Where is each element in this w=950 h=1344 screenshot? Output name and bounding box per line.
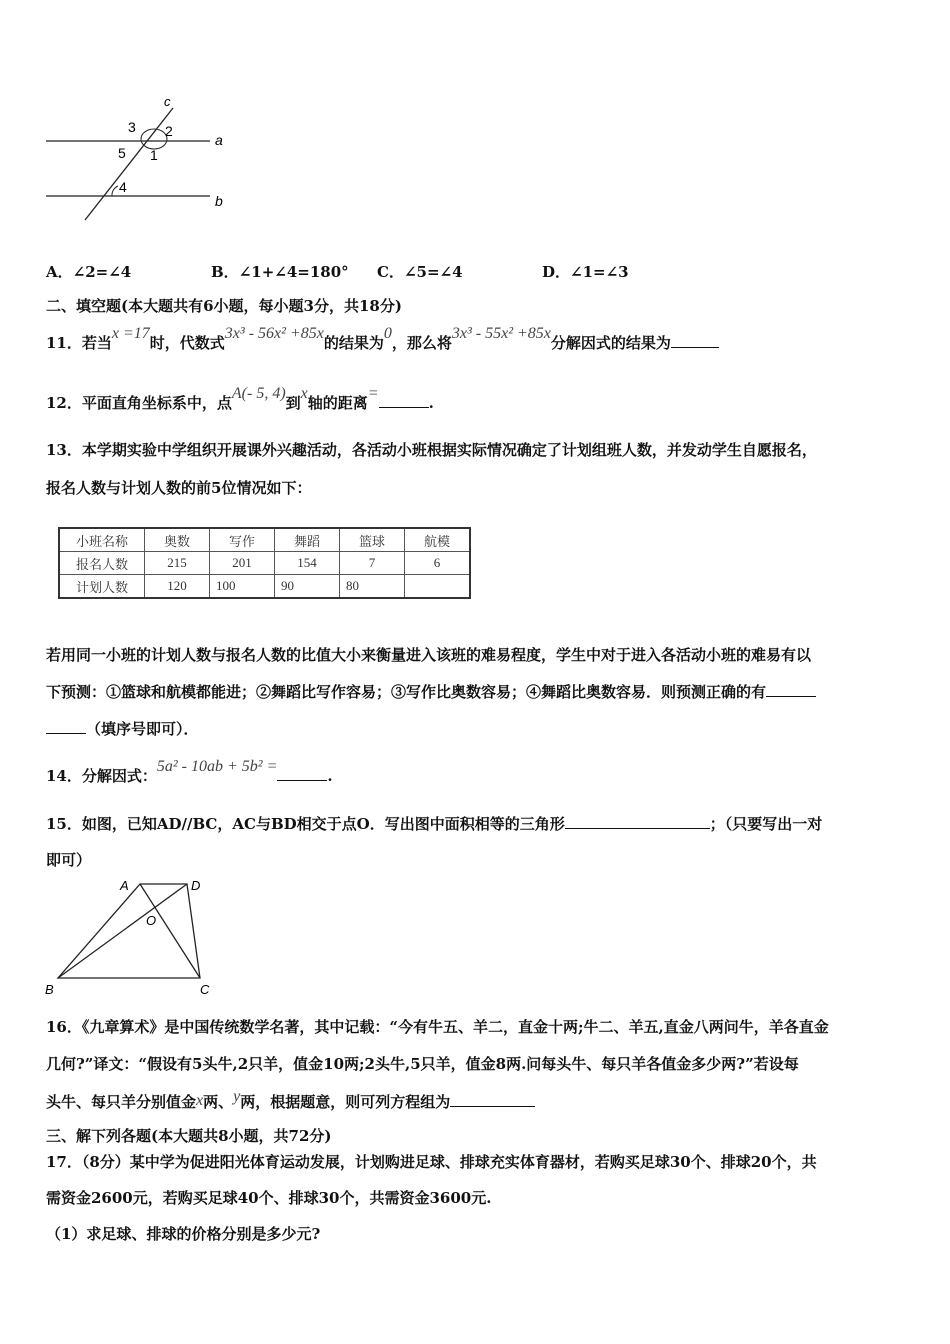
question-17-line-1: 17．（8分）某中学为促进阳光体育运动发展，计划购进足球、排球充实体育器材，若购买足球30个、排球20个，共: [46, 1153, 817, 1171]
option-b: B．∠1+∠4=180°: [211, 263, 349, 281]
label-2: 2: [165, 123, 173, 139]
question-13-line-1: 13．本学期实验中学组织开展课外兴趣活动，各活动小班根据实际情况确定了计划组班人数，并发动学生自愿报名，: [46, 441, 817, 459]
label-c: c: [164, 94, 171, 109]
answer-blank[interactable]: [450, 1092, 535, 1107]
question-16-line-3: 头牛、每只羊分别值金x两、y两，根据题意，则可列方程组为: [46, 1091, 535, 1112]
parallel-lines-figure: [0, 0, 260, 230]
section-2-heading: 二、填空题(本大题共有6小题，每小题3分，共18分): [46, 297, 402, 315]
label-C: C: [200, 982, 210, 997]
question-17-part-1: （1）求足球、排球的价格分别是多少元?: [46, 1225, 321, 1243]
answer-blank[interactable]: [671, 333, 719, 348]
option-d: D．∠1=∠3: [542, 263, 629, 281]
signup-table: [58, 527, 471, 599]
label-1: 1: [150, 147, 158, 163]
question-14: 14．分解因式：5a² - 10ab + 5b² =.: [46, 758, 333, 785]
option-c: C．∠5=∠4: [377, 263, 463, 281]
question-17-line-2: 需资金2600元，若购买足球40个、排球30个，共需资金3600元.: [46, 1189, 492, 1207]
section-3-heading: 三、解下列各题(本大题共8小题，共72分): [46, 1127, 332, 1145]
table-header-row: 小班名称 奥数 写作 舞蹈 篮球 航模: [59, 528, 470, 552]
question-13-line-4: 下预测：①篮球和航模都能进；②舞蹈比写作容易；③写作比奥数容易；④舞蹈比奥数容易．则预测正确的有: [46, 681, 816, 702]
question-15-line-1: 15．如图，已知AD//BC，AC与BD相交于点O．写出图中面积相等的三角形 ；（只要写出一对: [46, 815, 823, 833]
table-row: 报名人数 215 201 154 7 6: [59, 552, 470, 575]
answer-blank[interactable]: [379, 393, 429, 408]
label-O: O: [146, 913, 157, 928]
label-5: 5: [118, 145, 126, 161]
label-D: D: [191, 878, 201, 893]
label-4: 4: [119, 179, 127, 195]
option-a: A．∠2=∠4: [46, 263, 132, 281]
trapezoid-figure: [0, 860, 260, 1010]
question-13-line-3: 若用同一小班的计划人数与报名人数的比值大小来衡量进入该班的难易程度，学生中对于进入各活动小班的难易有以: [46, 646, 812, 664]
question-16-line-2: 几何?”译文：“假设有5头牛,2只羊，值金10两;2头牛,5只羊，值金8两.问每头牛、每只羊各值金多少两?”若设每: [46, 1055, 799, 1073]
label-B: B: [45, 982, 54, 997]
answer-blank[interactable]: [766, 682, 816, 697]
question-12: 12．平面直角坐标系中，点A(- 5, 4)到x轴的距离=.: [46, 385, 434, 412]
answer-blank[interactable]: [46, 719, 86, 734]
question-11: 11．若当x =17时，代数式3x³ - 56x² +85x的结果为0，那么将3x³ - 55x² +85x分解因式的结果为: [46, 332, 719, 353]
answer-blank[interactable]: [565, 814, 710, 829]
question-15-line-2: 即可）: [46, 851, 92, 869]
answer-blank[interactable]: [277, 766, 327, 781]
label-A: A: [120, 878, 129, 893]
question-13-line-2: 报名人数与计划人数的前5位情况如下：: [46, 479, 312, 497]
question-13-line-5: （填序号即可）．: [46, 718, 199, 739]
table-row: 计划人数 120 100 90 80: [59, 575, 470, 599]
label-3: 3: [128, 119, 136, 135]
label-a: a: [215, 132, 223, 148]
question-16-line-1: 16．《九章算术》是中国传统数学名著，其中记载：“今有牛五、羊二，直金十两;牛二、羊五,直金八两问牛，羊各直金: [46, 1018, 829, 1036]
label-b: b: [215, 193, 223, 209]
